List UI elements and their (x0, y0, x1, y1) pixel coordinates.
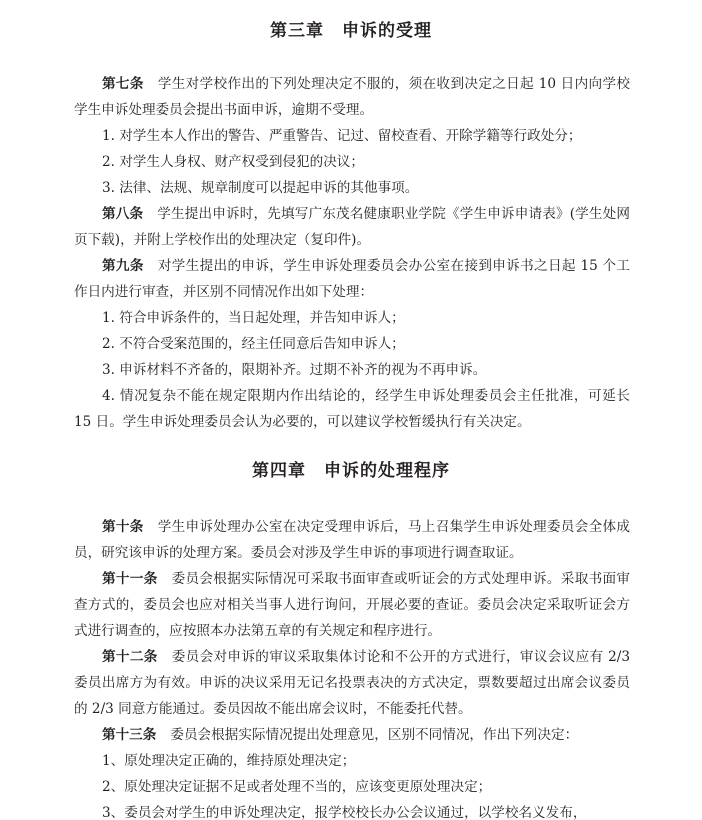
article-label: 第九条 (102, 258, 144, 274)
article-7-item-1 (74, 123, 630, 149)
article-7-item-2 (74, 149, 630, 175)
chapter-3-body (74, 71, 630, 435)
article-9-item-4 (74, 383, 630, 435)
item-text: 1. 符合申诉条件的，当日起处理，并告知申诉人； (102, 310, 405, 326)
item-text: 1. 对学生本人作出的警告、严重警告、记过、留校查看、开除学籍等行政处分； (102, 128, 582, 144)
article-8 (74, 201, 630, 253)
article-9-item-3 (74, 357, 630, 383)
article-label: 第七条 (102, 76, 144, 92)
article-9-item-2 (74, 331, 630, 357)
item-text: 2、原处理决定证据不足或者处理不当的，应该变更原处理决定； (102, 779, 492, 795)
chapter-3-title: 第三章 申诉的受理 (270, 21, 432, 41)
article-12 (74, 644, 630, 722)
article-13 (74, 722, 630, 748)
article-text: 学生提出申诉时，先填写广东茂名健康职业学院《学生申诉申请表》(学生处网页下载)，并附上学校作出的处理决定（复印件)。 (74, 206, 630, 248)
article-9-item-1 (74, 305, 630, 331)
item-text: 4. 情况复杂不能在规定限期内作出结论的，经学生申诉处理委员会主任批准，可延长 15 日。学生申诉处理委员会认为必要的，可以建议学校暂缓执行有关决定。 (74, 388, 630, 430)
item-text: 1、原处理决定正确的，维持原处理决定； (102, 753, 356, 769)
article-text: 委员会根据实际情况可采取书面审查或听证会的方式处理申诉。采取书面审查方式的，委员会也应对相关当事人进行询问，开展必要的查证。委员会决定采取听证会方式进行调查的，应按照本办法第五章的有关规定和程序进行。 (74, 571, 631, 639)
article-13-item-2 (74, 774, 630, 800)
item-text: 3、委员会对学生的申诉处理决定，报学校校长办公会议通过，以学校名义发布， (102, 805, 587, 820)
article-label: 第八条 (102, 206, 144, 222)
item-text: 3. 法律、法规、规章制度可以提起申诉的其他事项。 (102, 180, 419, 196)
article-label: 第十条 (102, 519, 144, 535)
article-text: 学生申诉处理办公室在决定受理申诉后，马上召集学生申诉处理委员会全体成员，研究该申诉的处理方案。委员会对涉及学生申诉的事项进行调查取证。 (74, 519, 631, 561)
chapter-4-body (74, 514, 630, 820)
article-label: 第十二条 (102, 649, 158, 665)
chapter-4-title: 第四章 申诉的处理程序 (252, 461, 450, 481)
article-text: 对学生提出的申诉，学生申诉处理委员会办公室在接到申诉书之日起 15 个工作日内进行审查，并区别不同情况作出如下处理： (74, 258, 631, 300)
item-text: 3. 申诉材料不齐备的，限期补齐。过期不补齐的视为不再申诉。 (102, 362, 487, 378)
item-text: 2. 对学生人身权、财产权受到侵犯的决议； (102, 154, 364, 170)
article-text: 学生对学校作出的下列处理决定不服的，须在收到决定之日起 10 日内向学校学生申诉处理委员会提出书面申诉，逾期不受理。 (74, 76, 631, 118)
article-text: 委员会对申诉的审议采取集体讨论和不公开的方式进行，审议会议应有 2/3 委员出席方为有效。申诉的决议采用无记名投票表决的方式决定，票数要超过出席会议委员的 2/3 同意方能通过。委员因故不能出席会议时，不能委托代替。 (74, 649, 631, 717)
article-11 (74, 566, 630, 644)
article-label: 第十一条 (102, 571, 158, 587)
article-7-item-3 (74, 175, 630, 201)
article-7 (74, 71, 630, 123)
article-text: 委员会根据实际情况提出处理意见，区别不同情况，作出下列决定： (170, 727, 579, 743)
article-13-item-3 (74, 800, 630, 820)
article-9 (74, 253, 630, 305)
article-13-item-1 (74, 748, 630, 774)
article-label: 第十三条 (102, 727, 157, 743)
article-10 (74, 514, 630, 566)
item-text: 2. 不符合受案范围的，经主任同意后告知申诉人； (102, 336, 405, 352)
